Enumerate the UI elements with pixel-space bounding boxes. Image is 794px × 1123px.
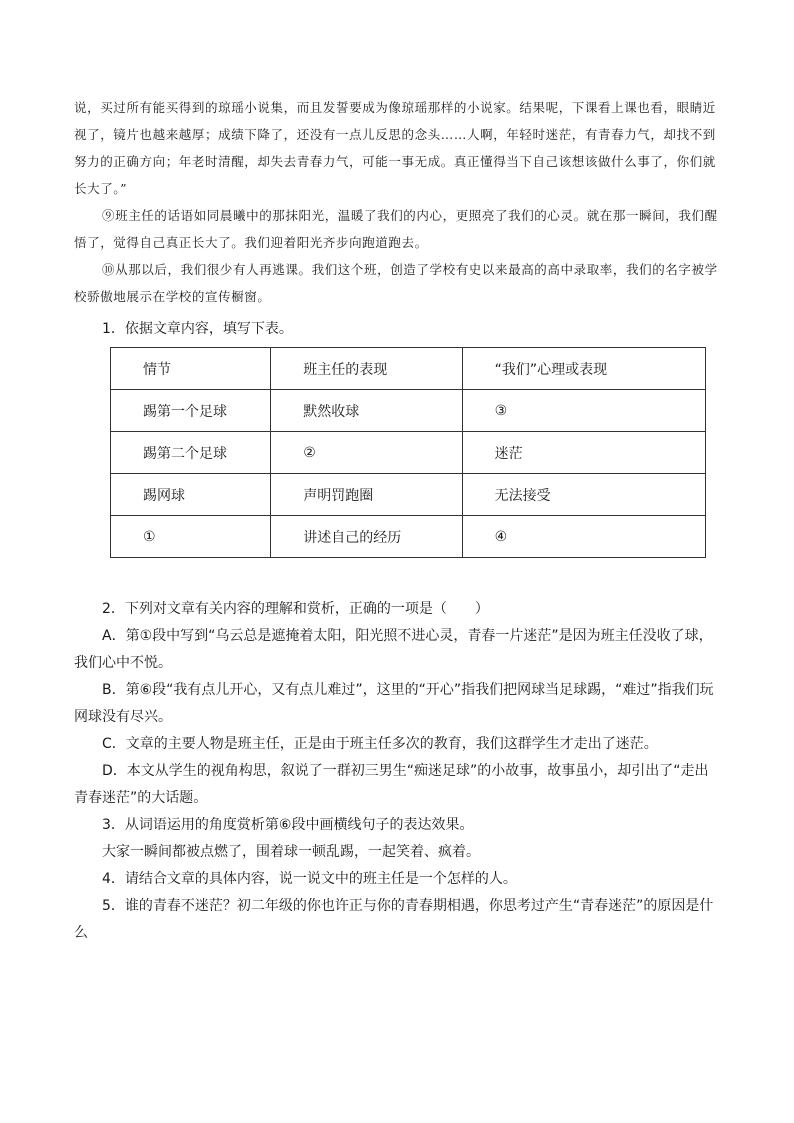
- question-2-option-a: A．第①段中写到“乌云总是遮掩着太阳，阳光照不进心灵，青春一片迷茫”是因为班主任没收了球，我们心中不悦。: [74, 628, 713, 671]
- table-cell: ①: [111, 516, 271, 558]
- table-row: [111, 474, 706, 516]
- question-5: 5．谁的青春不迷茫？初二年级的你也许正与你的青春期相遇，你思考过产生“青春迷茫”的原因是什么: [74, 898, 714, 941]
- passage-paragraph-10: ⑩从那以后，我们很少有人再逃课。我们这个班，创造了学校有史以来最高的高中录取率，我们的名字被学校骄傲地展示在学校的宣传橱窗。: [74, 262, 718, 304]
- question-4: 4．请结合文章的具体内容，说一说文中的班主任是一个怎样的人。: [102, 871, 517, 887]
- passage-paragraph-8-continued: 说，买过所有能买得到的琼瑶小说集，而且发誓要成为像琼瑶那样的小说家。结果呢，下课看上课也看，眼睛近视了，镜片也越来越厚；成绩下降了，还没有一点儿反思的念头……人啊，年轻时迷茫，有青春力气，却找不到努力的正确方向；年老时清醒，却失去青春力气，可能一事无成。真正懂得当下自己该想该做什么事了，你们就长大了。”: [74, 100, 716, 196]
- table-cell: ③: [462, 390, 705, 432]
- table-row: [111, 390, 706, 432]
- table-cell: 无法接受: [462, 474, 705, 516]
- question-3-sentence: 大家一瞬间都被点燃了，围着球一顿乱踢，一起笑着、疯着。: [102, 844, 480, 860]
- passage-paragraph-9: ⑨班主任的话语如同晨曦中的那抹阳光，温暖了我们的内心，更照亮了我们的心灵。就在那一瞬间，我们醒悟了，觉得自己真正长大了。我们迎着阳光齐步向跑道跑去。: [74, 208, 718, 250]
- table-cell: 踢第一个足球: [111, 390, 271, 432]
- table-cell: ②: [271, 432, 462, 474]
- question-3: 3．从词语运用的角度赏析第⑥段中画横线句子的表达效果。: [102, 817, 474, 833]
- table-cell: ④: [462, 516, 705, 558]
- table-row: [111, 516, 706, 558]
- table-cell: 踢网球: [111, 474, 271, 516]
- table-cell: 默然收球: [271, 390, 462, 432]
- table-header-row: [111, 348, 706, 390]
- question-2: 2．下列对文章有关内容的理解和赏析，正确的一项是（ ）: [102, 601, 489, 617]
- question-2-option-b: B．第⑥段“我有点儿开心，又有点儿难过”，这里的“开心”指我们把网球当足球踢，“难过”指我们玩网球没有尽兴。: [74, 682, 714, 725]
- table-cell: 讲述自己的经历: [271, 516, 462, 558]
- question-2-option-d: D．本文从学生的视角构思，叙说了一群初三男生“痴迷足球”的小故事，故事虽小，却引出了“走出青春迷茫”的大话题。: [74, 763, 709, 806]
- table-header-cell: 班主任的表现: [271, 348, 462, 390]
- table-header-cell: “我们”心理或表现: [462, 348, 705, 390]
- table-row: [111, 432, 706, 474]
- question-2-option-c: C．文章的主要人物是班主任，正是由于班主任多次的教育，我们这群学生才走出了迷茫。: [102, 736, 658, 752]
- table-cell: 迷茫: [462, 432, 705, 474]
- table-cell: 踢第二个足球: [111, 432, 271, 474]
- question-1: 1．依据文章内容，填写下表。: [102, 321, 293, 337]
- table-cell: 声明罚跑圈: [271, 474, 462, 516]
- document-page: [74, 94, 722, 947]
- plot-table: [110, 347, 706, 558]
- table-header-cell: 情节: [111, 348, 271, 390]
